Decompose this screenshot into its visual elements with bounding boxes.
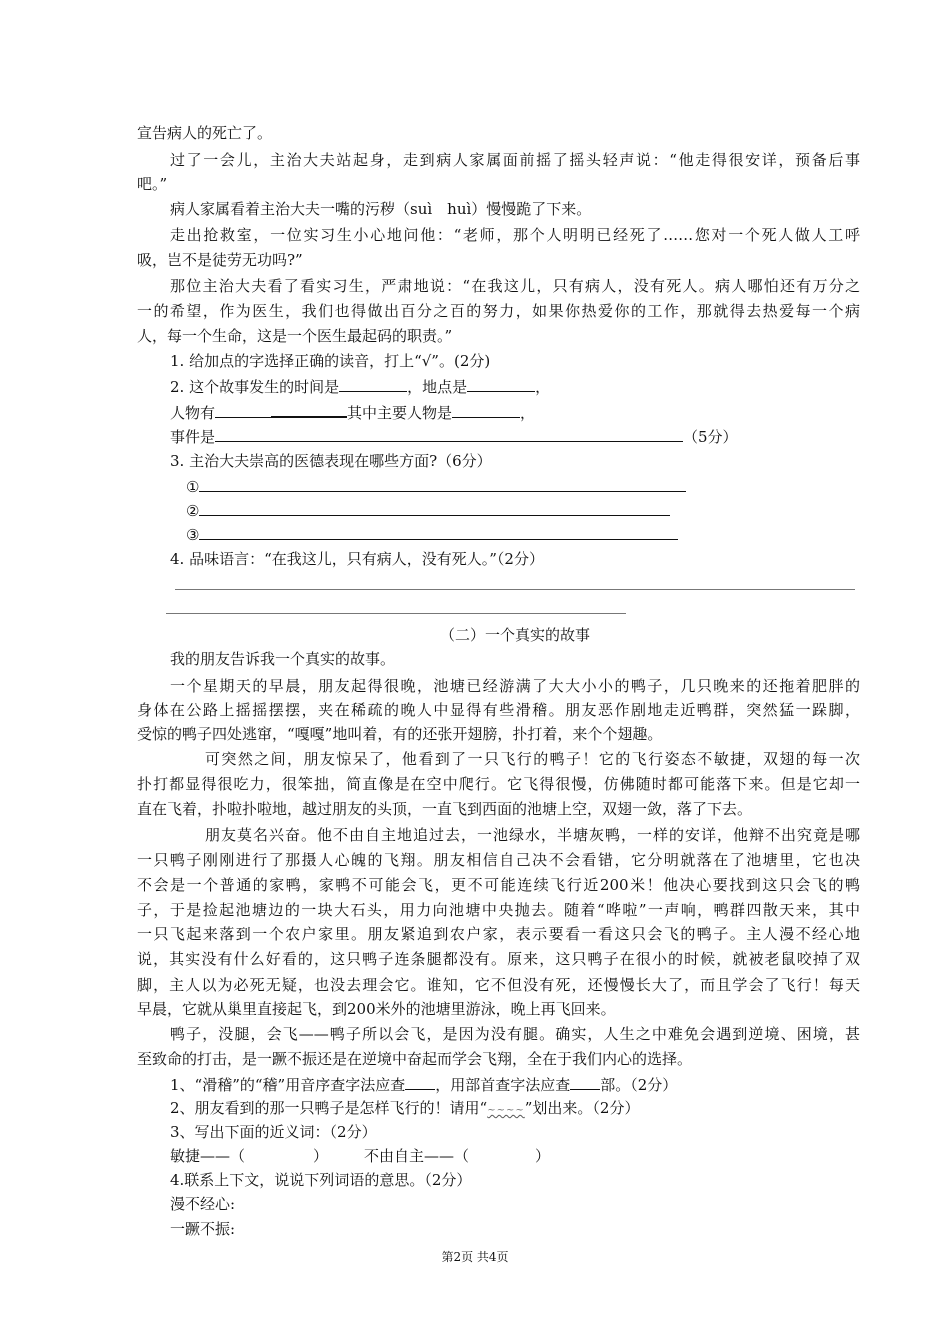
question-2-3: 3、写出下面的近义词：（2分） xyxy=(170,1123,377,1141)
q2-place-label: ，地点是 xyxy=(407,378,468,396)
question-1-1: 1. 给加点的字选择正确的读音，打上“√”。(2分) xyxy=(170,352,491,370)
term-1-label[interactable]: 漫不经心: xyxy=(170,1195,236,1213)
answer-line-2 xyxy=(186,500,670,521)
passage1-line: 吸，岂不是徒劳无功吗?” xyxy=(137,251,303,269)
answer-blank-1[interactable] xyxy=(199,476,686,492)
passage2-title: （二）一个真实的故事 xyxy=(440,626,591,644)
passage2-line: 可突然之间，朋友惊呆了，他看到了一只飞行的鸭子！它的飞行姿态不敏捷，双翅的每一次 xyxy=(205,750,860,768)
passage2-line: 我的朋友告诉我一个真实的故事。 xyxy=(170,650,396,668)
q2-1-part-b: ，用部首查字法应查 xyxy=(435,1076,571,1094)
q2-2-part-b: ”划出来。（2分） xyxy=(524,1099,640,1117)
passage2-line: 鸭子，没腿，会飞——鸭子所以会飞，是因为没有腿。确实，人生之中难免会遇到逆境、困境，甚 xyxy=(170,1025,860,1043)
q2-people-label: 人物有 xyxy=(170,404,216,422)
passage1-line: 病人家属看着主治大夫一嘴的污秽（suì huì）慢慢跪了下来。 xyxy=(170,200,592,218)
synonym-1-close: ） xyxy=(313,1147,329,1165)
q2-main-comma: ， xyxy=(520,404,536,422)
passage2-line: 一个星期天的早晨，朋友起得很晚，池塘已经游满了大大小小的鸭子，几只晚来的还拖着肥胖的 xyxy=(170,677,860,695)
place-answer-blank[interactable] xyxy=(467,376,535,392)
synonym-2-close: ） xyxy=(535,1147,551,1165)
passage1-line: 一的希望，作为医生，我们也得做出百分之百的努力，如果你热爱你的工作，那就得去热爱每一个病 xyxy=(137,302,860,320)
passage2-line: 至致命的打击，是一蹶不振还是在逆境中奋起而学会飞翔，全在于我们内心的选择。 xyxy=(137,1050,693,1068)
passage1-line: 过了一会儿，主治大夫站起身，走到病人家属面前摇了摇头轻声说：“他走得很安详，预备后事 xyxy=(170,151,860,169)
question-1-2 xyxy=(170,376,550,397)
q2-time-label: 2. 这个故事发生的时间是 xyxy=(170,378,340,396)
term-2-label[interactable]: 一蹶不振: xyxy=(170,1220,236,1238)
circle-3-mark: ③ xyxy=(186,526,200,544)
question-2-2 xyxy=(170,1098,639,1121)
passage2-line: 说，其实没有什么好看的，这只鸭子连条腿都没有。原来，这只鸭子在很小的时候，就被老鼠咬掉了双 xyxy=(137,950,860,968)
time-answer-blank[interactable] xyxy=(339,376,407,392)
passage2-line: 朋友莫名兴奋。他不由自主地追过去，一池绿水，半塘灰鸭，一样的安详，他辩不出究竟是哪 xyxy=(205,826,860,844)
q2-main-label: 其中主要人物是 xyxy=(347,404,453,422)
page-footer: 第2页 共4页 xyxy=(441,1250,509,1264)
question-1-2-event xyxy=(170,426,738,447)
answer-blank-3[interactable] xyxy=(199,524,678,540)
question-1-2-people xyxy=(170,401,535,423)
q2-event-label: 事件是 xyxy=(170,428,216,446)
q2-1-part-a: 1、“滑稽”的“稽”用音序查字法应查 xyxy=(170,1076,406,1094)
q2-1-part-c: 部。（2分） xyxy=(600,1076,678,1094)
passage1-line: 吧。” xyxy=(137,175,168,193)
people-answer-blank[interactable] xyxy=(215,402,271,418)
index-letter-blank[interactable] xyxy=(405,1074,435,1090)
wavy-line-mark: ~~~~ xyxy=(487,1105,525,1116)
passage2-line: 早晨，它就从巢里直接起飞，到200米外的池塘里游泳，晚上再飞回来。 xyxy=(137,1000,616,1018)
main-character-blank[interactable] xyxy=(452,402,520,418)
passage2-line: 脚，主人以为必死无疑，也没去理会它。谁知，它不但没有死，还慢慢长大了，而且学会了飞行！每天 xyxy=(137,976,860,994)
question-2-1 xyxy=(170,1074,677,1095)
passage2-line: 一只飞起来落到一个农户家里。朋友紧追到农户家，表示要看一看这只会飞的鸭子。主人漫不经心地 xyxy=(137,925,860,943)
question-2-4: 4.联系上下文，说说下列词语的意思。（2分） xyxy=(170,1171,472,1189)
answer-line-3 xyxy=(186,524,678,545)
circle-1-mark: ① xyxy=(186,478,200,496)
circle-2-mark: ② xyxy=(186,502,200,520)
passage1-line: 那位主治大夫看了看实习生，严肃地说：“在我这儿，只有病人，没有死人。病人哪怕还有万分之 xyxy=(170,277,860,295)
passage2-line: 不会是一个普通的家鸭，家鸭不可能会飞，更不可能连续飞行近200米！他决心要找到这只会飞的鸭 xyxy=(137,876,860,894)
synonym-2-label: 不由自主——（ xyxy=(364,1147,470,1165)
answer-rule[interactable] xyxy=(175,589,855,590)
answer-rule[interactable] xyxy=(166,613,626,614)
passage1-line: 走出抢救室，一位实习生小心地问他：“老师，那个人明明已经死了……您对一个死人做人工呼 xyxy=(170,226,860,244)
passage2-line: 身体在公路上摇摇摆摆，夹在稀疏的晚人中显得有些滑稽。朋友恶作剧地走近鸭群，突然猛一跺脚， xyxy=(137,701,860,719)
question-1-3: 3. 主治大夫崇高的医德表现在哪些方面?（6分） xyxy=(170,452,492,470)
radical-blank[interactable] xyxy=(570,1074,600,1090)
synonym-row xyxy=(170,1146,550,1166)
passage2-line: 直在飞着，扑啦扑啦地，越过朋友的头顶，一直飞到西面的池塘上空，双翅一敛，落了下去。 xyxy=(137,800,753,818)
q2-score: （5分） xyxy=(683,428,738,446)
passage2-line: 受惊的鸭子四处逃窜，“嘎嘎”地叫着，有的还张开翅膀，扑打着，来个个翅趣。 xyxy=(137,725,663,743)
people-answer-blank-2[interactable] xyxy=(271,401,347,418)
passage1-line: 人，每一个生命，这是一个医生最起码的职责。” xyxy=(137,327,453,345)
event-answer-blank[interactable] xyxy=(215,426,683,442)
passage2-line: 子，于是捡起池塘边的一块大石头，用力向池塘中央抛去。随着“哗啦”一声响，鸭群四散天来，其中 xyxy=(137,901,860,919)
answer-line-1 xyxy=(186,476,686,497)
passage2-line: 一只鸭子刚刚进行了那摄人心魄的飞翔。朋友相信自己决不会看错，它分明就落在了池塘里，它也决 xyxy=(137,851,860,869)
answer-blank-2[interactable] xyxy=(199,500,670,516)
passage2-line: 扑打都显得很吃力，很笨拙，简直像是在空中爬行。它飞得很慢，仿佛随时都可能落下来。但是它却一 xyxy=(137,775,860,793)
q2-comma: ， xyxy=(535,378,551,396)
passage1-line: 宣告病人的死亡了。 xyxy=(137,124,273,142)
question-1-4: 4. 品味语言：“在我这儿，只有病人，没有死人。”（2分） xyxy=(170,550,544,568)
q2-2-part-a: 2、朋友看到的那一只鸭子是怎样飞行的！请用“ xyxy=(170,1099,488,1117)
synonym-1-label: 敏捷——（ xyxy=(170,1147,246,1165)
